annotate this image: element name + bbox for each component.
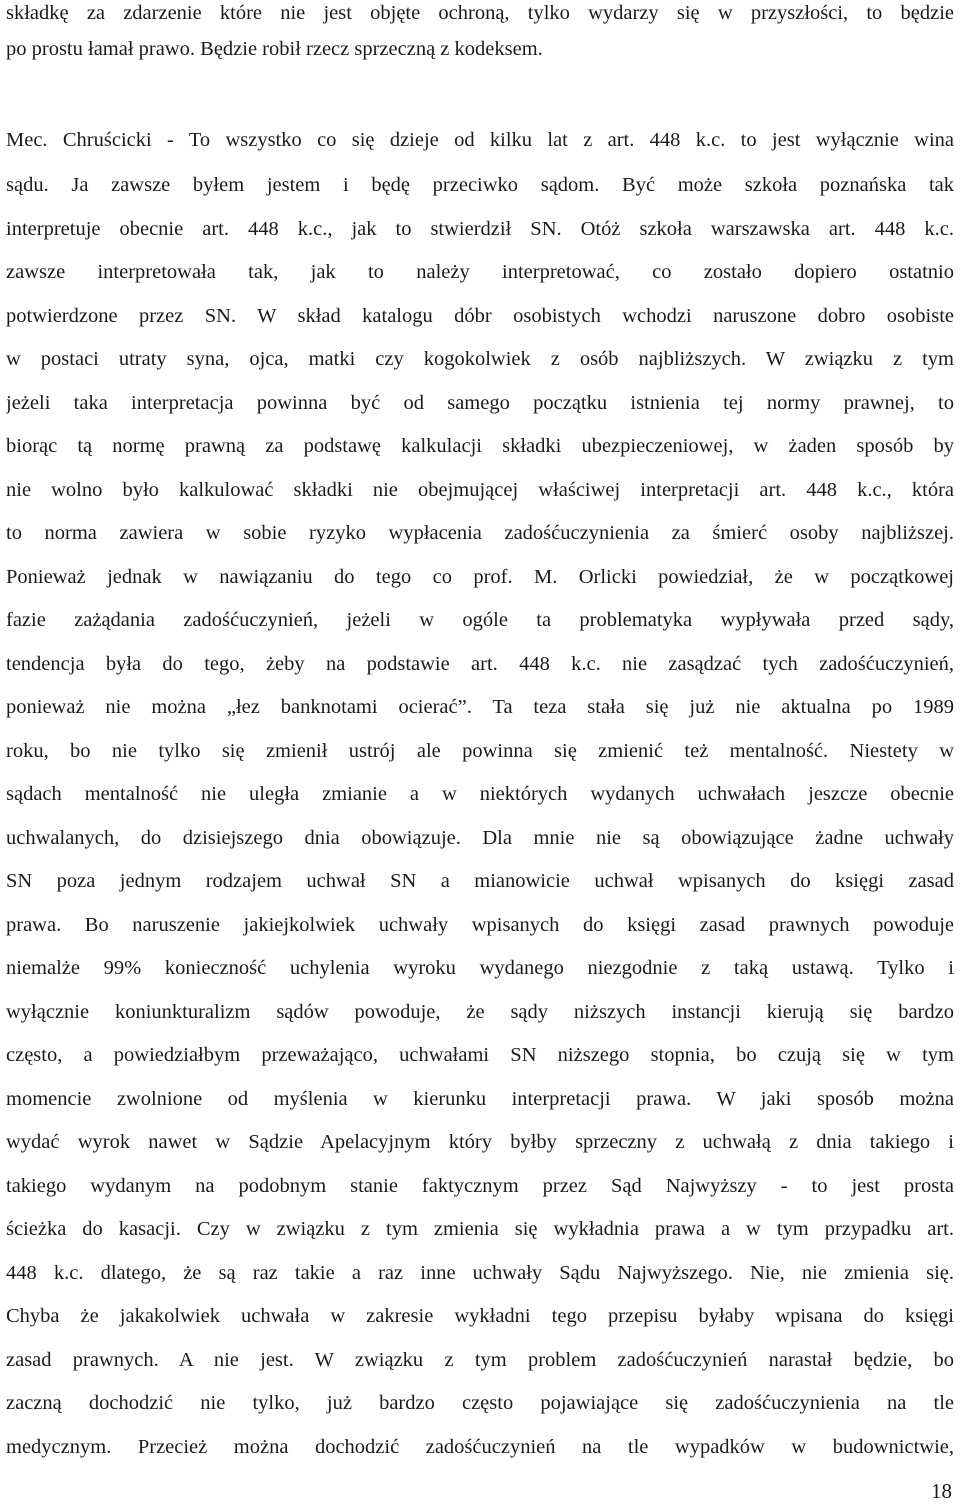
- text-line: sądu. Ja zawsze byłem jestem i będę przeciwko sądom. Być może szkoła poznańska tak: [6, 174, 954, 196]
- text-line: wyłącznie koniunkturalizm sądów powoduje, że sądy niższych instancji kierują się bardzo: [6, 1001, 954, 1023]
- text-line: SN poza jednym rodzajem uchwał SN a mianowicie uchwał wpisanych do księgi zasad: [6, 870, 954, 892]
- text-line: po prostu łamał prawo. Będzie robił rzecz sprzeczną z kodeksem.: [6, 38, 543, 60]
- page-number: 18: [931, 1479, 952, 1503]
- text-line: zasad prawnych. A nie jest. W związku z tym problem zadośćuczynień narastał będzie, bo: [6, 1349, 954, 1371]
- text-line: zawsze interpretowała tak, jak to należy interpretować, co zostało dopiero ostatnio: [6, 261, 954, 283]
- text-line: składkę za zdarzenie które nie jest objęte ochroną, tylko wydarzy się w przyszłości, to będzie: [6, 2, 954, 24]
- text-line: medycznym. Przecież można dochodzić zadośćuczynień na tle wypadków w budownictwie,: [6, 1436, 954, 1458]
- text-line: uchwalanych, do dzisiejszego dnia obowiązuje. Dla mnie nie są obowiązujące żadne uchwały: [6, 827, 954, 849]
- text-line: sądach mentalność nie uległa zmianie a w niektórych wydanych uchwałach jeszcze obecnie: [6, 783, 954, 805]
- text-line: ponieważ nie można „łez banknotami ocierać”. Ta teza stała się już nie aktualna po 1989: [6, 696, 954, 718]
- text-line: często, a powiedziałbym przeważająco, uchwałami SN niższego stopnia, bo czują się w tym: [6, 1044, 954, 1066]
- text-line: niemalże 99% konieczność uchylenia wyroku wydanego niezgodnie z taką ustawą. Tylko i: [6, 957, 954, 979]
- text-line: [6, 64, 954, 106]
- text-line: nie wolno było kalkulować składki nie obejmującej właściwej interpretacji art. 448 k.c., która: [6, 479, 954, 501]
- text-line: fazie zażądania zadośćuczynień, jeżeli w ogóle ta problematyka wypływała przed sądy,: [6, 609, 954, 631]
- text-line: Ponieważ jednak w nawiązaniu do tego co prof. M. Orlicki powiedział, że w początkowej: [6, 566, 954, 588]
- text-line: takiego wydanym na podobnym stanie faktycznym przez Sąd Najwyższy - to jest prosta: [6, 1175, 954, 1197]
- text-line: Mec. Chruścicki - To wszystko co się dzieje od kilku lat z art. 448 k.c. to jest wyłącznie wina: [6, 129, 954, 151]
- text-line: Chyba że jakakolwiek uchwała w zakresie wykładni tego przepisu byłaby wpisana do księgi: [6, 1305, 954, 1327]
- text-line: w postaci utraty syna, ojca, matki czy kogokolwiek z osób najbliższych. W związku z tym: [6, 348, 954, 370]
- text-line: tendencja była do tego, żeby na podstawie art. 448 k.c. nie zasądzać tych zadośćuczynień,: [6, 653, 954, 675]
- text-line: wydać wyrok nawet w Sądzie Apelacyjnym który byłby sprzeczny z uchwałą z dnia takiego i: [6, 1131, 954, 1153]
- text-line: momencie zwolnione od myślenia w kierunku interpretacji prawa. W jaki sposób można: [6, 1088, 954, 1110]
- text-line: to norma zawiera w sobie ryzyko wypłacenia zadośćuczynienia za śmierć osoby najbliższej.: [6, 522, 954, 544]
- text-line: potwierdzone przez SN. W skład katalogu dóbr osobistych wchodzi naruszone dobro osobiste: [6, 305, 954, 327]
- text-line: ścieżka do kasacji. Czy w związku z tym zmienia się wykładnia prawa a w tym przypadku art.: [6, 1218, 954, 1240]
- text-line: interpretuje obecnie art. 448 k.c., jak to stwierdził SN. Otóż szkoła warszawska art. 448 k.c.: [6, 218, 954, 240]
- text-line: biorąc tą normę prawną za podstawę kalkulacji składki ubezpieczeniowej, w żaden sposób by: [6, 435, 954, 457]
- text-line: prawa. Bo naruszenie jakiejkolwiek uchwały wpisanych do księgi zasad prawnych powoduje: [6, 914, 954, 936]
- text-line: jeżeli taka interpretacja powinna być od samego początku istnienia tej normy prawnej, to: [6, 392, 954, 414]
- text-line: roku, bo nie tylko się zmienił ustrój ale powinna się zmienić też mentalność. Niestety w: [6, 740, 954, 762]
- text-line: 448 k.c. dlatego, że są raz takie a raz inne uchwały Sądu Najwyższego. Nie, nie zmienia się.: [6, 1262, 954, 1284]
- text-line: zaczną dochodzić nie tylko, już bardzo często pojawiające się zadośćuczynienia na tle: [6, 1392, 954, 1414]
